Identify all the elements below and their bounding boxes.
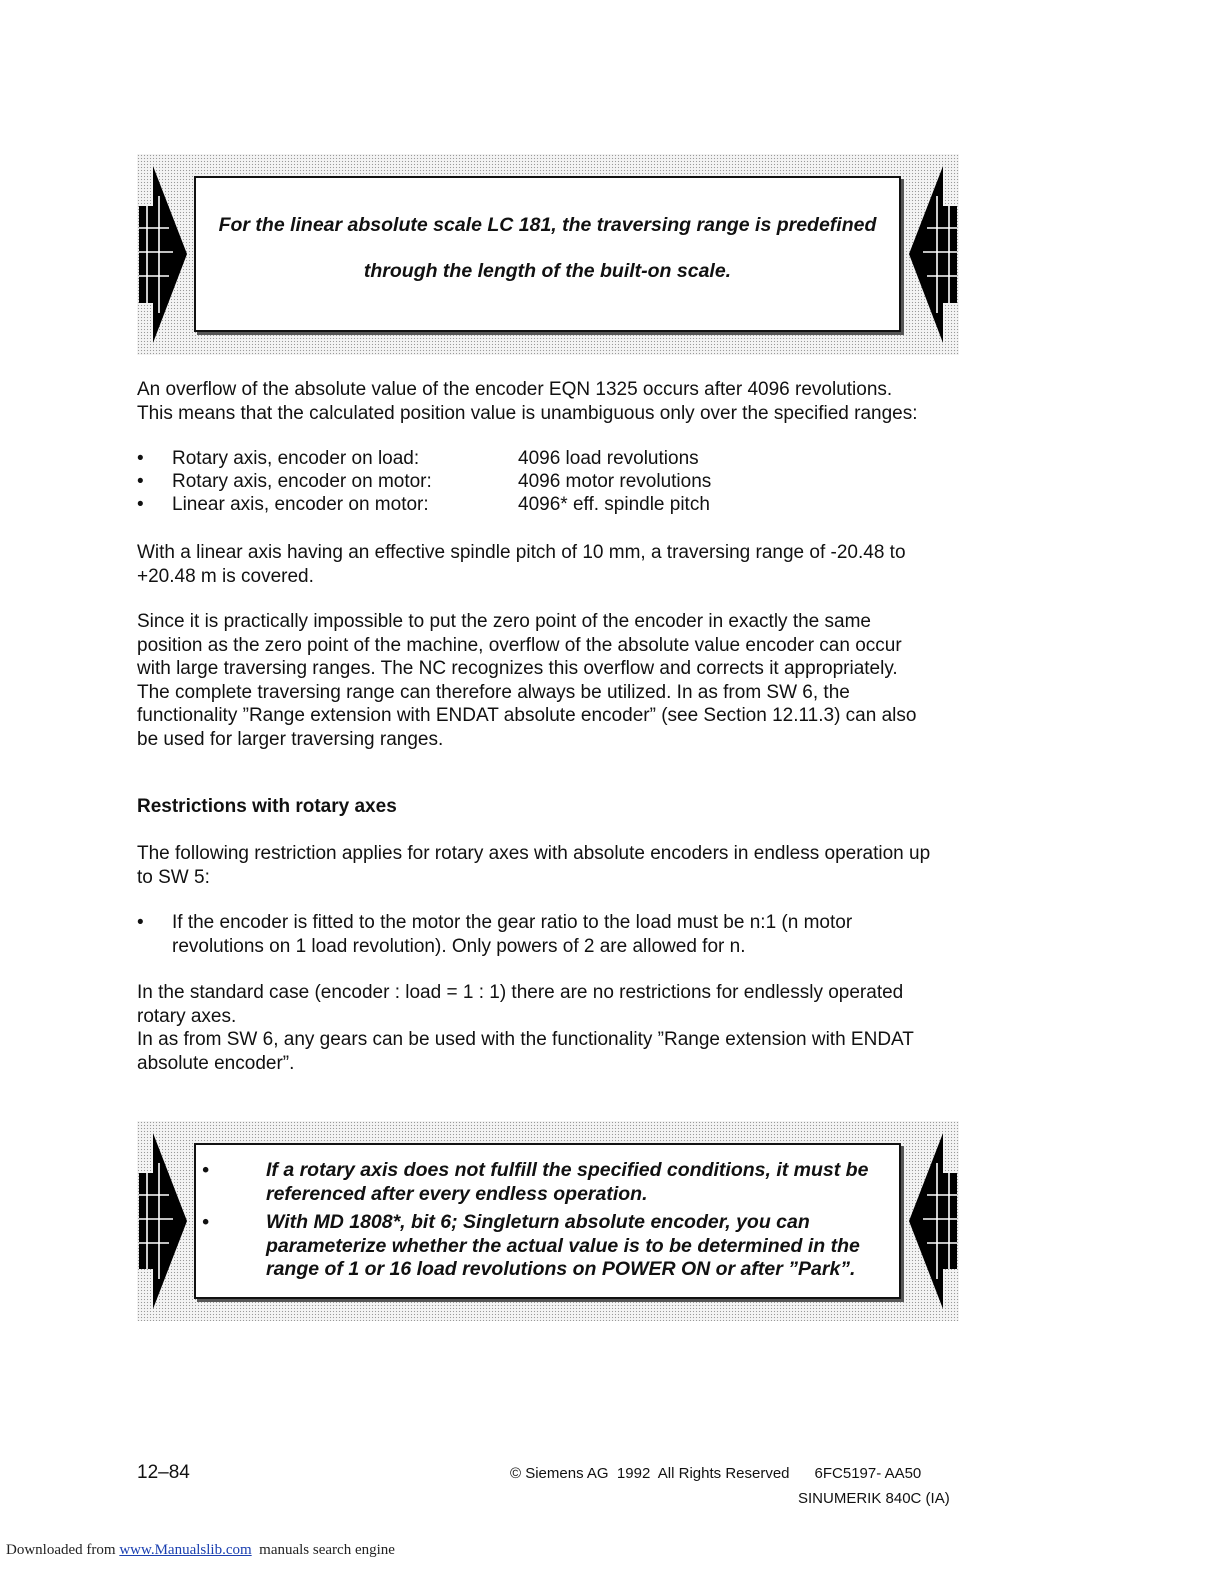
download-suffix: manuals search engine (251, 1542, 395, 1558)
download-prefix: Downloaded from (6, 1542, 120, 1558)
bullet: • (202, 1211, 209, 1233)
note-arrow-left-icon (139, 166, 189, 343)
note-bottom-item-1-body (266, 1159, 889, 1206)
restriction-bullet-item (137, 911, 967, 959)
section-p2-line-1: In the standard case (encoder : load = 1 : 1) there are no restrictions for endlessly operated (137, 982, 904, 1003)
product-name: SINUMERIK 840C (IA) (798, 1490, 950, 1507)
bullet: • (137, 912, 144, 933)
zero-point-paragraph (137, 610, 967, 751)
note-bottom-item-2-line-1: With MD 1808*, bit 6; Singleturn absolute encoder, you can (266, 1211, 810, 1233)
note-bottom-item-2-park: ”Park (788, 1258, 841, 1280)
list-item (137, 494, 937, 518)
range-value: 4096* eff. spindle pitch (518, 494, 710, 515)
manualslib-link[interactable]: www.Manualslib.com (119, 1542, 252, 1558)
note-box-bottom (137, 1121, 959, 1321)
bullet: • (137, 494, 144, 515)
note-bottom-item-1 (202, 1159, 889, 1207)
section-bullet-line-1: If the encoder is fitted to the motor the gear ratio to the load must be n:1 (n motor (172, 912, 853, 933)
spindle-pitch-paragraph (137, 541, 967, 588)
note-bottom-item-2-line-3c: ”. (840, 1258, 856, 1280)
note-box-top (137, 154, 959, 355)
note-panel-top (194, 176, 901, 332)
list-item (137, 448, 937, 472)
para3-line-2: position as the zero point of the machine, overflow of the absolute value encoder can occur (137, 634, 902, 656)
note-bottom-item-2-line-3a: range of 1 or 16 load revolutions on POWER ON or after (266, 1258, 789, 1280)
standard-case-paragraph (137, 981, 967, 1075)
note-bottom-item-2-line-2: parameterize whether the actual value is to be determined in the (266, 1234, 860, 1257)
range-label: Linear axis, encoder on motor: (172, 494, 429, 515)
range-label: Rotary axis, encoder on motor: (172, 471, 432, 492)
note-top-line-1: For the linear absolute scale LC 181, the traversing range is predefined (218, 214, 877, 236)
note-bottom-item-2 (202, 1211, 889, 1283)
note-arrow-right-icon (907, 166, 957, 343)
section-p1-line-2: to SW 5: (137, 866, 210, 888)
range-value: 4096 motor revolutions (518, 471, 712, 492)
para3-line-1: Since it is practically impossible to put the zero point of the encoder in exactly the same (137, 611, 871, 632)
download-banner (6, 1542, 395, 1559)
para3-line-4: The complete traversing range can therefore always be utilized. In as from SW 6, the (137, 681, 850, 703)
para2-line-1: With a linear axis having an effective spindle pitch of 10 mm, a traversing range of -20.48 to (137, 542, 906, 563)
bullet: • (137, 471, 144, 492)
intro-paragraph (137, 378, 967, 425)
restriction-bullet-body (172, 911, 962, 958)
para2-line-2: +20.48 m is covered. (137, 565, 314, 587)
para3-line-3: with large traversing ranges. The NC recognizes this overflow and corrects it appropriately. (137, 658, 898, 679)
para3-line-5: functionality ”Range extension with ENDAT absolute encoder” (see Section 12.11.3) can also (137, 705, 917, 726)
section-p2-line-2: rotary axes. (137, 1005, 237, 1027)
section-bullet-line-2: revolutions on 1 load revolution). Only powers of 2 are allowed for n. (172, 935, 746, 957)
restriction-paragraph (137, 842, 967, 889)
note-top-line-2: through the length of the built-on scale. (363, 260, 732, 282)
intro-line-2: This means that the calculated position value is unambiguous only over the specified ranges: (137, 402, 918, 424)
intro-line-1: An overflow of the absolute value of the encoder EQN 1325 occurs after 4096 revolutions. (137, 379, 893, 400)
note-bottom-item-2-line-3 (266, 1258, 889, 1282)
bullet: • (137, 448, 144, 469)
section-p3-line-1: In as from SW 6, any gears can be used with the functionality ”Range extension with ENDAT (137, 1029, 914, 1050)
section-p3-line-2: absolute encoder”. (137, 1052, 295, 1074)
bullet: • (202, 1159, 209, 1181)
list-item (137, 471, 937, 495)
note-arrow-right-icon (907, 1133, 957, 1309)
copyright-text: © Siemens AG 1992 All Rights Reserved 6FC5197- AA50 (510, 1465, 922, 1482)
section-p1-line-1: The following restriction applies for rotary axes with absolute encoders in endless operation up (137, 843, 931, 864)
note-bottom-item-1-line-1: If a rotary axis does not fulfill the specified conditions, it must be (266, 1159, 869, 1181)
page-number: 12–84 (137, 1462, 190, 1483)
range-label: Rotary axis, encoder on load: (172, 448, 420, 469)
range-value: 4096 load revolutions (518, 448, 699, 469)
note-panel-bottom (194, 1143, 901, 1299)
para3-line-6: be used for larger traversing ranges. (137, 728, 444, 750)
section-heading: Restrictions with rotary axes (137, 796, 397, 817)
note-bottom-item-1-line-2: referenced after every endless operation. (266, 1182, 648, 1205)
note-arrow-left-icon (139, 1133, 189, 1309)
note-bottom-item-2-body (266, 1211, 889, 1282)
